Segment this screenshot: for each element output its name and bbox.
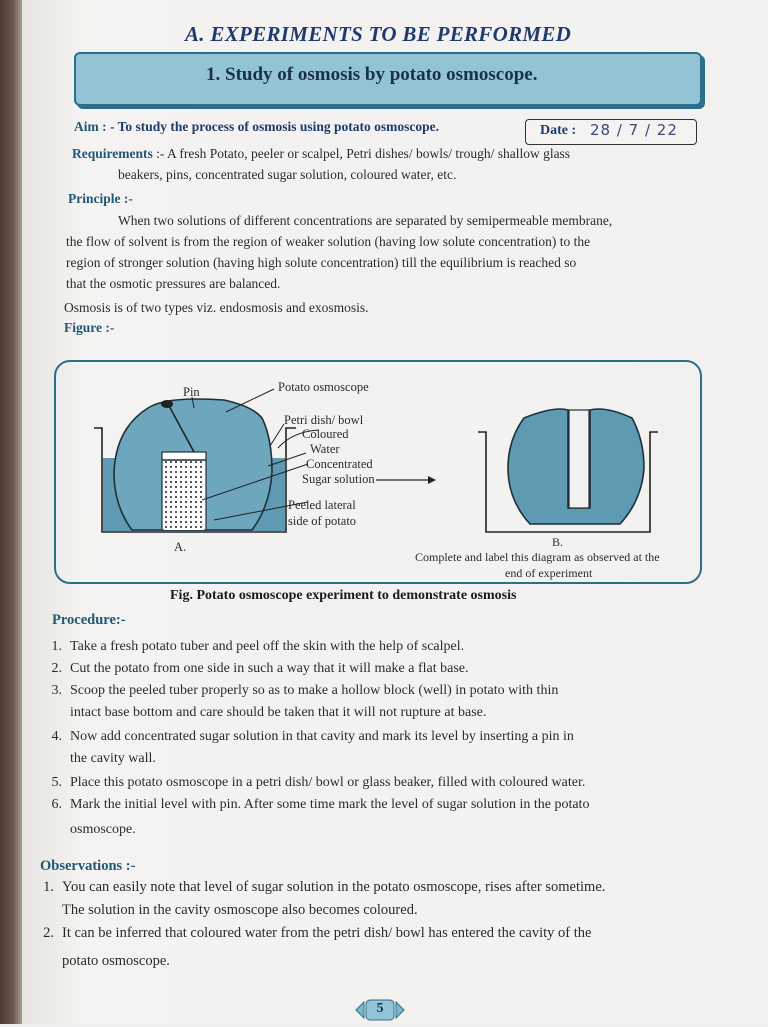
- requirements-text-1: :- A fresh Potato, peeler or scalpel, Petri dishes/ bowls/ trough/ shallow glass: [156, 146, 571, 161]
- step-text: Take a fresh potato tuber and peel off the skin with the help of scalpel.: [70, 639, 465, 654]
- step-number: 2.: [51, 661, 62, 676]
- step-text: Scoop the peeled tuber properly so as to make a hollow block (well) in potato with thin: [70, 683, 559, 698]
- step-number: 1.: [51, 639, 62, 654]
- step-number: 4.: [51, 729, 62, 744]
- figure-caption: Fig. Potato osmoscope experiment to demonstrate osmosis: [170, 588, 517, 603]
- requirements-label: Requirements: [72, 146, 153, 161]
- aim-text: - To study the process of osmosis using potato osmoscope.: [110, 119, 440, 134]
- observation-number: 2.: [43, 925, 54, 941]
- osmoscope-diagram: [54, 360, 700, 582]
- principle-line-4: that the osmotic pressures are balanced.: [66, 276, 281, 291]
- observation-text: You can easily note that level of sugar solution in the potato osmoscope, rises after sometime.: [62, 879, 606, 895]
- step-text: Mark the initial level with pin. After some time mark the level of sugar solution in the potato: [70, 797, 590, 812]
- date-value: 28 / 7 / 22: [590, 121, 678, 139]
- requirements-line: [72, 146, 570, 162]
- note-line-2: end of experiment: [505, 566, 593, 580]
- step-number: 5.: [51, 775, 62, 790]
- potato-cavity-b: [569, 410, 589, 508]
- label-potato-osmoscope: Potato osmoscope: [278, 380, 369, 394]
- observation-text: potato osmoscope.: [62, 953, 170, 969]
- note-line-1: Complete and label this diagram as observed at the: [415, 550, 660, 564]
- step-text: Cut the potato from one side in such a way that it will make a flat base.: [70, 661, 469, 676]
- date-label: Date :: [540, 123, 577, 138]
- label-pin: Pin: [183, 385, 200, 399]
- step-text: osmoscope.: [70, 822, 136, 837]
- experiment-title: 1. Study of osmosis by potato osmoscope.: [206, 64, 538, 85]
- principle-label: Principle :-: [68, 191, 133, 206]
- requirements-text-2: beakers, pins, concentrated sugar solution, coloured water, etc.: [118, 167, 457, 182]
- step-text: intact base bottom and care should be taken that it will not rupture at base.: [70, 705, 487, 720]
- observation-text: It can be inferred that coloured water from the petri dish/ bowl has entered the cavity of the: [62, 925, 592, 941]
- label-peeled-2: side of potato: [288, 514, 357, 528]
- label-concentrated: Concentrated: [306, 457, 373, 471]
- step-number: 6.: [51, 797, 62, 812]
- experiment-title-banner: [74, 52, 702, 106]
- observations-heading: Observations :-: [40, 858, 136, 874]
- observation-number: 1.: [43, 879, 54, 895]
- page-number: 5: [376, 1001, 384, 1016]
- book-spine: [0, 0, 22, 1024]
- label-water: Water: [310, 442, 340, 456]
- principle-line-5: Osmosis is of two types viz. endosmosis and exosmosis.: [64, 300, 369, 315]
- step-text: Place this potato osmoscope in a petri dish/ bowl or glass beaker, filled with coloured water.: [70, 775, 586, 790]
- figure-label: Figure :-: [64, 320, 115, 335]
- page-number-badge: [354, 998, 406, 1022]
- principle-line-3: region of stronger solution (having high solute concentration) till the equilibrium is reached so: [66, 255, 577, 270]
- label-petri-dish: Petri dish/ bowl: [284, 413, 364, 427]
- label-coloured: Coloured: [302, 427, 349, 441]
- pin-head: [161, 400, 173, 408]
- label-peeled-1: Peeled lateral: [288, 498, 356, 512]
- date-box: [525, 119, 697, 145]
- label-sugar-solution: Sugar solution: [302, 472, 375, 486]
- step-text: Now add concentrated sugar solution in that cavity and mark its level by inserting a pin in: [70, 729, 574, 744]
- label-b: B.: [552, 535, 564, 549]
- observation-text: The solution in the cavity osmoscope also becomes coloured.: [62, 902, 418, 918]
- procedure-heading: Procedure:-: [52, 612, 126, 628]
- principle-line-2: the flow of solvent is from the region of weaker solution (having low solute concentration) to the: [66, 234, 591, 249]
- step-number: 3.: [51, 683, 62, 698]
- aim-line: [74, 119, 439, 135]
- label-a: A.: [174, 540, 187, 554]
- step-text: the cavity wall.: [70, 751, 156, 766]
- sugar-solution-a: [164, 460, 204, 530]
- arrow-head: [428, 476, 436, 484]
- aim-label: Aim :: [74, 119, 107, 134]
- section-heading: A. EXPERIMENTS TO BE PERFORMED: [185, 22, 572, 46]
- principle-line-1: When two solutions of different concentrations are separated by semipermeable membrane,: [118, 213, 613, 228]
